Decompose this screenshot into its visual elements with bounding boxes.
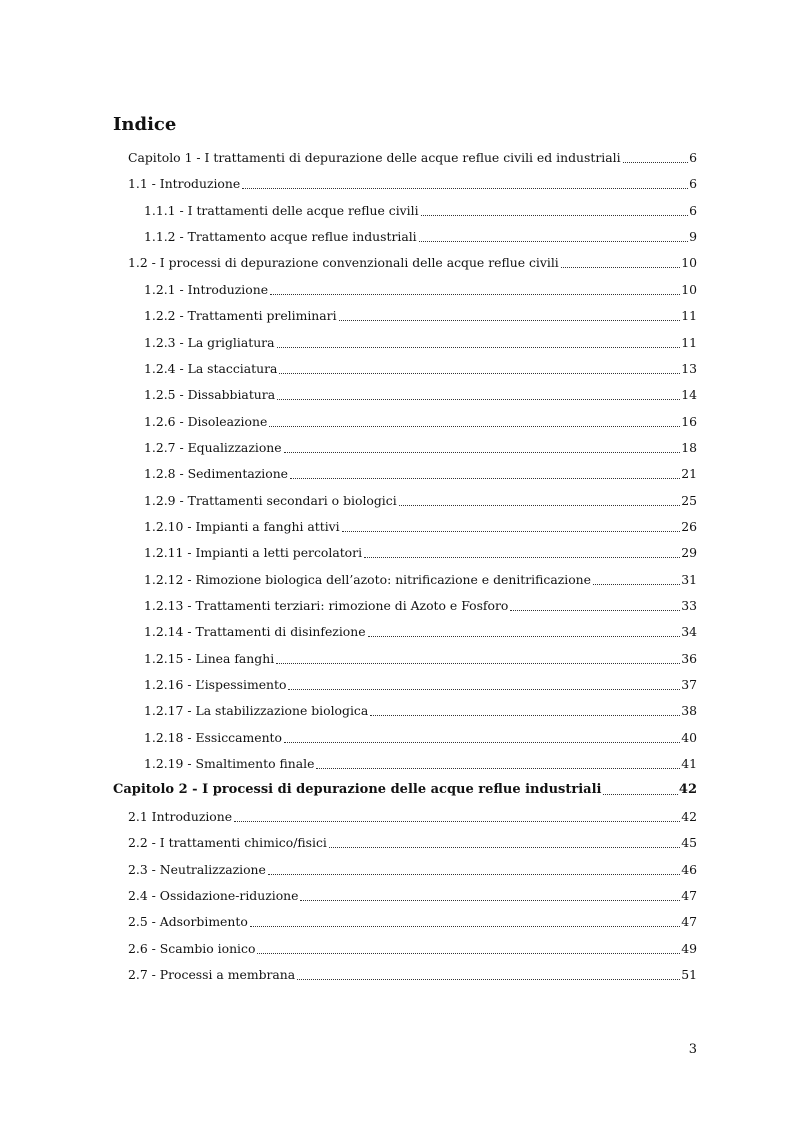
toc-entry-label: Neutralizzazione <box>159 861 266 877</box>
toc-entry-number: 1.2.8 <box>144 466 176 482</box>
toc-entry-label: Trattamento acque reflue industriali <box>187 229 417 245</box>
toc-entry-label: Equalizzazione <box>187 439 282 455</box>
toc-dot-leader <box>316 768 680 769</box>
toc-entry-label: Dissabbiatura <box>187 387 276 403</box>
toc-entry-label: I processi di depurazione convenzionali delle acque reflue civili <box>159 255 559 271</box>
toc-entry[interactable] <box>144 462 697 482</box>
toc-entry-separator: - <box>183 571 196 587</box>
toc-entry-label: Trattamenti secondari o biologici <box>187 492 397 508</box>
page-number: 3 <box>688 1042 697 1057</box>
toc-entry-number: 2.3 <box>128 861 148 877</box>
toc-entry-separator: - <box>175 387 188 403</box>
toc-entry-number: 1.1 <box>128 176 148 192</box>
toc-entry[interactable] <box>128 858 697 878</box>
toc-entry[interactable] <box>128 831 697 851</box>
toc-dot-leader <box>339 320 681 321</box>
toc-entry[interactable] <box>144 515 697 535</box>
toc-dot-leader <box>329 847 680 848</box>
toc-entry-label: La stabilizzazione biologica <box>195 703 369 719</box>
toc-entry-page: 42 <box>681 808 697 824</box>
toc-dot-leader <box>510 610 680 611</box>
toc-entry-number: 1.1.1 <box>144 202 176 218</box>
toc-entry[interactable] <box>144 726 697 746</box>
toc-entry-page: 42 <box>678 782 697 798</box>
toc-entry-label: Introduzione <box>187 281 269 297</box>
toc-dot-leader <box>623 162 689 163</box>
toc-dot-leader <box>300 900 680 901</box>
toc-entry-label: Impianti a letti percolatori <box>195 545 363 561</box>
toc-dot-leader <box>250 926 680 927</box>
toc-dot-leader <box>284 452 681 453</box>
toc-entry-label: Introduzione <box>159 176 241 192</box>
toc-entry-page: 21 <box>681 466 697 482</box>
toc-entry-separator: - <box>147 861 160 877</box>
toc-dot-leader <box>419 241 688 242</box>
toc-entry-separator: - <box>175 308 188 324</box>
toc-entry-page: 6 <box>689 176 697 192</box>
toc-entry-label: Linea fanghi <box>195 650 275 666</box>
toc-entry[interactable] <box>128 884 697 904</box>
toc-entry-page: 47 <box>681 914 697 930</box>
toc-entry-page: 37 <box>681 677 697 692</box>
toc-entry-label: I trattamenti delle acque reflue civili <box>187 202 419 218</box>
toc-entry[interactable] <box>144 304 697 324</box>
toc-entry-separator: - <box>175 229 188 245</box>
toc-entry-label: Disoleazione <box>187 413 268 429</box>
toc-entry-page: 29 <box>681 545 697 561</box>
toc-entry-number: 1.2.7 <box>144 439 176 455</box>
toc-entry-separator: - <box>147 914 160 930</box>
toc-entry-separator: - <box>147 887 160 903</box>
toc-entry[interactable] <box>128 937 697 957</box>
toc-entry-separator: - <box>183 650 196 666</box>
toc-entry-page: 26 <box>681 518 697 534</box>
toc-entry-page: 38 <box>681 703 697 719</box>
toc-title: Indice <box>113 114 177 135</box>
toc-entry-number: 1.2.18 <box>144 729 184 745</box>
toc-entry[interactable] <box>144 699 697 719</box>
toc-dot-leader <box>421 215 689 216</box>
toc-entry-number: 2.2 <box>128 835 148 851</box>
toc-entry-page: 11 <box>681 308 697 324</box>
toc-entry-separator: - <box>183 518 196 534</box>
toc-entry-separator: - <box>175 202 188 218</box>
toc-entry-page: 6 <box>689 202 697 218</box>
toc-dot-leader <box>288 689 680 690</box>
toc-entry-label: La stacciatura <box>187 360 278 376</box>
toc-entry-number: 1.2.11 <box>144 545 184 561</box>
toc-entry-separator: - <box>175 466 188 482</box>
toc-entry-number: 1.2.12 <box>144 571 184 587</box>
toc-entry-label: Adsorbimento <box>159 914 248 930</box>
toc-entry[interactable] <box>128 963 697 983</box>
toc-dot-leader <box>268 874 680 875</box>
toc-entry-page: 31 <box>681 571 697 587</box>
toc-entry[interactable] <box>144 331 697 351</box>
toc-entry[interactable] <box>128 146 697 166</box>
toc-dot-leader <box>234 821 680 822</box>
toc-dot-leader <box>242 188 688 189</box>
toc-entry-number: 1.2.15 <box>144 650 184 666</box>
toc-entry-separator: - <box>175 360 188 376</box>
toc-entry[interactable] <box>144 541 697 561</box>
toc-dot-leader <box>368 636 681 637</box>
toc-entry-separator: - <box>175 413 188 429</box>
toc-entry-page: 25 <box>681 492 697 508</box>
toc-entry-number: 2.4 <box>128 887 148 903</box>
toc-entry[interactable] <box>128 805 697 825</box>
toc-entry-page: 13 <box>681 360 697 376</box>
toc-entry-number: 1.2.10 <box>144 518 184 534</box>
toc-entry-separator: - <box>192 150 205 165</box>
toc-entry[interactable] <box>128 910 697 930</box>
toc-entry-page: 47 <box>681 887 697 903</box>
toc-entry-number: 1.2.14 <box>144 624 184 640</box>
toc-entry-separator: - <box>183 756 196 772</box>
toc-entry-number: 1.2.13 <box>144 598 184 613</box>
toc-entry-label: Smaltimento finale <box>195 756 315 772</box>
toc-entry-label: La grigliatura <box>187 334 275 350</box>
toc-entry-number: 1.2.6 <box>144 413 176 429</box>
toc-entry[interactable] <box>144 278 697 298</box>
toc-entry-separator: - <box>183 545 196 561</box>
toc-entry-label: Trattamenti preliminari <box>187 308 337 324</box>
toc-entry[interactable] <box>144 436 697 456</box>
toc-entry-label: Scambio ionico <box>159 940 256 956</box>
toc-entry[interactable] <box>144 620 697 640</box>
toc-entry[interactable] <box>144 357 697 377</box>
toc-entry[interactable] <box>144 752 697 772</box>
toc-entry[interactable] <box>144 225 697 245</box>
toc-dot-leader <box>284 742 680 743</box>
toc-dot-leader <box>399 505 681 506</box>
toc-entry-number: 1.2.16 <box>144 677 184 692</box>
toc-entry-separator: - <box>147 940 160 956</box>
toc-entry-separator: - <box>175 439 188 455</box>
toc-entry-number: 1.2.9 <box>144 492 176 508</box>
toc-entry[interactable] <box>144 647 697 667</box>
toc-entry-number: Capitolo 1 <box>128 150 193 165</box>
toc-entry-number: 1.2 <box>128 255 148 271</box>
toc-entry-number: 2.7 <box>128 966 148 982</box>
toc-entry-label: Trattamenti terziari: rimozione di Azoto e Fosforo <box>195 598 509 613</box>
toc-entry-page: 9 <box>689 229 697 245</box>
toc-entry-number: Capitolo 2 <box>113 782 188 798</box>
toc-entry-page: 18 <box>681 439 697 455</box>
toc-entry-label: Sedimentazione <box>187 466 289 482</box>
toc-entry-number: 1.2.3 <box>144 334 176 350</box>
toc-entry[interactable] <box>144 673 697 693</box>
toc-entry[interactable] <box>144 410 697 430</box>
toc-entry-page: 49 <box>681 940 697 956</box>
toc-entry-separator: - <box>187 782 203 798</box>
toc-entry-label: Trattamenti di disinfezione <box>195 624 366 640</box>
toc-entry-label: L’ispessimento <box>195 677 287 692</box>
toc-entry-separator: - <box>183 729 196 745</box>
toc-entry-number: 1.2.4 <box>144 360 176 376</box>
toc-entry-page: 46 <box>681 861 697 877</box>
toc-entry-separator: - <box>175 334 188 350</box>
toc-entry-separator: - <box>175 281 188 297</box>
toc-entry-separator: - <box>147 255 160 271</box>
toc-entry-page: 51 <box>681 966 697 982</box>
toc-dot-leader <box>279 373 680 374</box>
toc-entry[interactable] <box>144 199 697 219</box>
toc-entry-label: I trattamenti di depurazione delle acque reflue civili ed industriali <box>204 150 621 165</box>
toc-entry-label: Processi a membrana <box>159 966 296 982</box>
toc-entry-label: Essiccamento <box>195 729 282 745</box>
toc-entry[interactable] <box>128 172 697 192</box>
toc-entry-number: 1.2.1 <box>144 281 176 297</box>
toc-entry[interactable] <box>128 251 697 271</box>
toc-entry-label: Rimozione biologica dell’azoto: nitrificazione e denitrificazione <box>195 571 591 587</box>
toc-dot-leader <box>277 347 681 348</box>
toc-entry-separator: - <box>183 703 196 719</box>
toc-entry-page: 11 <box>681 334 697 350</box>
toc-entry[interactable] <box>144 383 697 403</box>
toc-entry[interactable] <box>144 489 697 509</box>
toc-entry-page: 10 <box>681 255 697 271</box>
toc-entry[interactable] <box>144 568 697 588</box>
toc-entry-page: 45 <box>681 835 697 851</box>
toc-dot-leader <box>561 267 680 268</box>
toc-entry-separator: - <box>183 624 196 640</box>
toc-entry-number: 1.2.17 <box>144 703 184 719</box>
toc-dot-leader <box>342 531 681 532</box>
toc-entry-label: Impianti a fanghi attivi <box>195 518 340 534</box>
toc-entry-number: 2.6 <box>128 940 148 956</box>
toc-entry-page: 10 <box>681 281 697 297</box>
toc-entry-separator: - <box>183 677 196 692</box>
toc-dot-leader <box>257 953 680 954</box>
toc-entry-separator: - <box>183 598 196 613</box>
toc-dot-leader <box>277 399 680 400</box>
toc-dot-leader <box>290 478 680 479</box>
toc-entry-number: 1.2.2 <box>144 308 176 324</box>
toc-entry-page: 33 <box>681 598 697 613</box>
toc-entry-number: 2.5 <box>128 914 148 930</box>
toc-entry-number: 1.2.19 <box>144 756 184 772</box>
toc-entry-number: 1.1.2 <box>144 229 176 245</box>
toc-dot-leader <box>297 979 680 980</box>
toc-entry[interactable] <box>144 594 697 614</box>
toc-entry-number: 2.1 <box>128 808 148 824</box>
toc-entry-page: 40 <box>681 729 697 745</box>
toc-entry-separator: - <box>147 835 160 851</box>
toc-entry-label: I processi di depurazione delle acque reflue industriali <box>202 782 602 798</box>
toc-entry-label: Ossidazione-riduzione <box>159 887 299 903</box>
toc-entry-page: 34 <box>681 624 697 640</box>
toc-entry-separator: - <box>175 492 188 508</box>
toc-dot-leader <box>276 663 680 664</box>
toc-entry-page: 41 <box>681 756 697 772</box>
toc-dot-leader <box>269 426 680 427</box>
toc-entry-separator: - <box>147 966 160 982</box>
toc-dot-leader <box>370 715 680 716</box>
toc-dot-leader <box>364 557 680 558</box>
toc-entry-label: I trattamenti chimico/fisici <box>159 835 327 851</box>
toc-dot-leader <box>593 584 680 585</box>
toc-entry-label: Introduzione <box>151 808 233 824</box>
toc-dot-leader <box>603 794 677 795</box>
toc-entry-number: 1.2.5 <box>144 387 176 403</box>
toc-entry[interactable] <box>113 778 697 798</box>
toc-entry-page: 16 <box>681 413 697 429</box>
toc-entry-separator: - <box>147 176 160 192</box>
toc-entry-page: 6 <box>689 150 697 165</box>
toc-dot-leader <box>270 294 680 295</box>
toc-entry-page: 36 <box>681 650 697 666</box>
toc-entry-page: 14 <box>681 387 697 403</box>
